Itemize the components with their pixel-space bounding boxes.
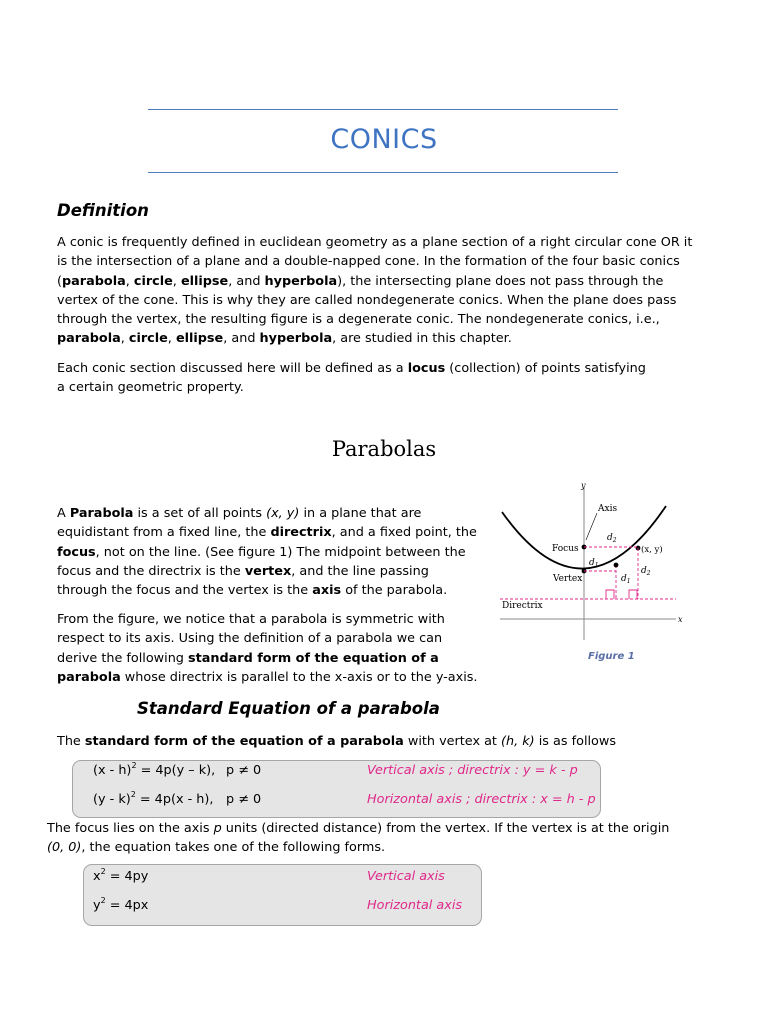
text-run: whose directrix is parallel to the x-axis or to the y-axis. (120, 669, 478, 685)
text-run: p (213, 821, 222, 836)
text-run: , and the line passing through the focus and the vertex is the (57, 563, 429, 599)
description-origin-horizontal: Horizontal axis (367, 898, 463, 913)
point-label: (x, y) (641, 545, 663, 555)
curve-point-2 (614, 563, 619, 568)
standard-form-intro (57, 732, 657, 751)
d2-label: $d_2$ (607, 533, 617, 544)
right-angle-marker-1 (606, 590, 614, 599)
text-run: , and (228, 273, 265, 289)
description-horizontal: Horizontal axis ; directrix : x = h - p (367, 792, 596, 807)
text-run: is a set of all points (133, 506, 267, 521)
text-run: vertex (244, 563, 292, 579)
text-run: parabola (57, 331, 121, 347)
text-run: , (172, 273, 181, 289)
text-run: standard form of the equation of a parabola (57, 650, 439, 685)
text-run: hyperbola (259, 331, 333, 347)
text-run: Each conic section discussed here will be defined as a (57, 361, 408, 376)
top-rule (148, 109, 618, 110)
text-run: A (57, 506, 70, 521)
vertex-label: Vertex (553, 574, 583, 584)
text-run: ), the intersecting plane does not pass through the vertex of the cone. This is why they are called nondegenerate conics. When the plane does pass through the vertex, the resulting figure is a degenerate conic. The nondegenerate conics, i.e., (57, 273, 677, 328)
right-angle-marker-2 (629, 590, 637, 599)
axis-label: Axis (598, 504, 618, 514)
bottom-rule (148, 172, 618, 173)
focus-paragraph (47, 819, 687, 858)
text-run: locus (407, 361, 446, 376)
text-run: The focus lies on the axis (47, 821, 214, 836)
text-run: , not on the line. (See figure 1) The midpoint between the focus and the directrix is the (57, 544, 466, 579)
text-run: ellipse (180, 273, 229, 289)
text-run: Parabola (69, 506, 134, 521)
text-run: with vertex at (403, 734, 502, 749)
definition-paragraph (57, 233, 697, 349)
text-run: in a plane that are equidistant from a fixed line, the (57, 506, 422, 541)
text-run: axis (312, 583, 342, 599)
d1-label-right: $d_1$ (621, 574, 631, 585)
parabola-figure (498, 480, 686, 642)
text-run: , the equation takes one of the following forms. (81, 840, 386, 856)
text-run: focus (57, 544, 96, 560)
equation-origin-vertical: $x^2 = 4py$ (93, 867, 149, 884)
text-run: units (directed distance) from the vertex. If the vertex is at the origin (221, 821, 670, 836)
text-run: From the figure, we notice that a parabola is symmetric with respect to its axis. Using the definition of a parabola we can derive the following (57, 612, 445, 666)
text-run: (collection) of points satisfying a certain geometric property. (57, 361, 646, 396)
condition-horizontal: p ≠ 0 (226, 792, 262, 807)
equation-vertical: (x - h)$^2$ = 4p(y – k), (93, 761, 216, 778)
text-run: is as follows (534, 734, 617, 749)
parabolas-heading: Parabolas (331, 437, 437, 461)
text-run: , and (223, 331, 260, 347)
definition-heading: Definition (57, 201, 149, 220)
figure-caption: Figure 1 (588, 651, 635, 662)
page-title: CONICS (330, 124, 438, 155)
equation-horizontal: (y - k)$^2$ = 4p(x - h), (93, 790, 214, 807)
description-vertical: Vertical axis ; directrix : y = k - p (367, 763, 578, 778)
condition-vertical: p ≠ 0 (226, 763, 262, 778)
description-origin-vertical: Vertical axis (367, 869, 445, 884)
text-run: (x, y) (266, 506, 300, 521)
y-axis-label: y (581, 481, 586, 490)
standard-equation-heading: Standard Equation of a parabola (137, 699, 440, 718)
focus-label: Focus (552, 544, 579, 554)
text-run: , (167, 331, 176, 347)
equation-origin-horizontal: $y^2 = 4px$ (93, 896, 149, 913)
axis-pointer (586, 513, 597, 540)
text-run: circle (133, 273, 173, 289)
directrix-label: Directrix (502, 601, 543, 611)
x-axis-label: x (678, 615, 683, 624)
text-run: , (120, 331, 129, 347)
text-run: circle (128, 331, 168, 347)
text-run: , (125, 273, 134, 289)
text-run: directrix (270, 525, 332, 541)
d2-label-right: $d_2$ (641, 566, 651, 577)
text-run: hyperbola (264, 273, 338, 289)
parabola-definition-paragraph (57, 504, 482, 600)
symmetry-paragraph (57, 610, 482, 687)
text-run: (0, 0) (47, 840, 82, 856)
text-run: (h, k) (501, 734, 535, 749)
text-run: standard form of the equation of a parabola (84, 734, 404, 749)
text-run: ellipse (175, 331, 224, 347)
d1-label: $d_1$ (589, 558, 599, 569)
text-run: , and a fixed point, the (331, 525, 477, 541)
text-run: , are studied in this chapter. (332, 331, 512, 347)
text-run: of the parabola. (341, 583, 448, 599)
text-run: A conic is frequently defined in euclidean geometry as a plane section of a right circular cone OR it is the intersection of a plane and a double-napped cone. In the formation of the four basic conics ( (57, 235, 693, 289)
text-run: The (57, 734, 85, 749)
locus-paragraph (57, 359, 657, 398)
text-run: parabola (62, 273, 126, 289)
